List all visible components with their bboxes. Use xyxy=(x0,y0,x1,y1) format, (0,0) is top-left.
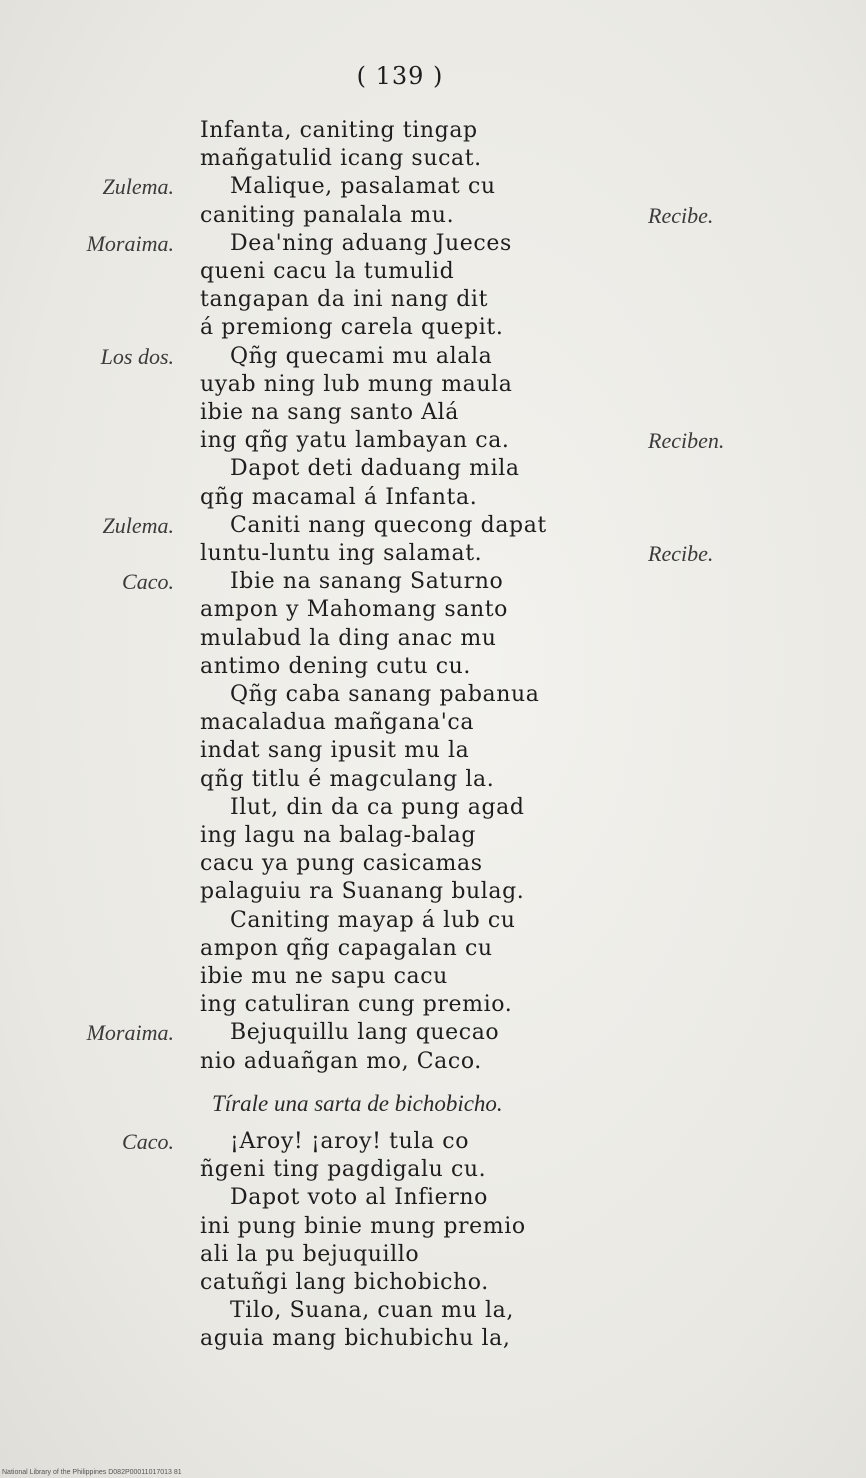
verse-line xyxy=(0,908,866,936)
verse-line xyxy=(0,767,866,795)
speaker-name: Caco. xyxy=(122,569,174,595)
verse-line xyxy=(0,710,866,738)
verse-text: á premiong carela quepit. xyxy=(200,315,504,341)
speaker-name: Moraima. xyxy=(86,1020,174,1046)
verse-text: palaguiu ra Suanang bulag. xyxy=(200,879,525,905)
verse-line xyxy=(0,1157,866,1185)
verse-text: ibie mu ne sapu cacu xyxy=(200,964,448,989)
verse-line xyxy=(0,936,866,964)
verse-line xyxy=(0,541,866,569)
verse-text: Malique, pasalamat cu xyxy=(230,174,496,200)
verse-line xyxy=(0,626,866,654)
verse-text: nio aduañgan mo, Caco. xyxy=(200,1048,482,1074)
verse-line xyxy=(0,1242,866,1270)
verse-text: Dapot deti daduang mila xyxy=(230,456,520,482)
verse-text: queni cacu la tumulid xyxy=(200,259,455,284)
verse-line xyxy=(0,1326,866,1354)
verse-text: indat sang ipusit mu la xyxy=(200,738,470,764)
verse-line xyxy=(0,372,866,400)
speaker-name: Zulema. xyxy=(102,174,174,200)
verse-text: ing lagu na balag-balag xyxy=(200,823,477,848)
verse-line xyxy=(0,1129,866,1157)
verse-text: ampon y Mahomang santo xyxy=(200,597,509,623)
verse-text: Qñg quecami mu alala xyxy=(230,343,493,369)
library-footer: National Library of the Philippines D082P00011017013 81 xyxy=(2,1469,182,1476)
verse-text: Qñg caba sanang pabanua xyxy=(230,682,540,707)
verse-line xyxy=(0,456,866,484)
verse-line xyxy=(0,287,866,315)
verse-line xyxy=(0,231,866,259)
verse-line xyxy=(0,795,866,823)
verse-line xyxy=(0,654,866,682)
verse-text: Bejuquillu lang quecao xyxy=(230,1020,500,1046)
verse-line xyxy=(0,315,866,343)
stage-note: Recibe. xyxy=(648,202,714,228)
verse-text: Dapot voto al Infierno xyxy=(230,1185,489,1211)
verse-text: ing catuliran cung premio. xyxy=(200,992,513,1018)
verse-text: ¡Aroy! ¡aroy! tula co xyxy=(230,1129,470,1154)
verse-text: ibie na sang santo Alá xyxy=(200,400,459,425)
verse-line xyxy=(0,174,866,202)
verse-text: caniting panalala mu. xyxy=(200,202,455,228)
verse-text: Dea'ning aduang Jueces xyxy=(230,230,512,256)
verse-line xyxy=(0,964,866,992)
verse-line xyxy=(0,1185,866,1213)
verse-text: Caniting mayap á lub cu xyxy=(230,907,516,933)
verse-text: cacu ya pung casicamas xyxy=(200,851,483,877)
verse-line xyxy=(0,485,866,513)
verse-line xyxy=(0,597,866,625)
verse-line xyxy=(0,569,866,597)
verse-text: Caniti nang quecong dapat xyxy=(230,512,547,538)
verse-line xyxy=(0,738,866,766)
verse-line xyxy=(0,1214,866,1242)
verse-text: ini pung binie mung premio xyxy=(200,1213,526,1239)
verse-text: aguia mang bichubichu la, xyxy=(200,1326,511,1352)
verse-text: qñg macamal á Infanta. xyxy=(200,484,478,510)
stage-note: Reciben. xyxy=(648,428,725,454)
verse-line xyxy=(0,259,866,287)
page-number: ( 139 ) xyxy=(356,62,444,90)
verse-text: mañgatulid icang sucat. xyxy=(200,146,482,172)
verse-line xyxy=(0,682,866,710)
verse-line xyxy=(0,400,866,428)
verse-text: ñgeni ting pagdigalu cu. xyxy=(200,1157,487,1183)
verse-text: luntu-luntu ing salamat. xyxy=(200,541,483,566)
speaker-name: Los dos. xyxy=(100,343,174,369)
verse-text: Infanta, caniting tingap xyxy=(200,118,478,143)
verse-text: macaladua mañgana'ca xyxy=(200,710,475,736)
verse-line xyxy=(0,879,866,907)
verse-line xyxy=(0,428,866,456)
verse-line xyxy=(0,823,866,851)
verse-text: Tilo, Suana, cuan mu la, xyxy=(230,1298,514,1324)
verse-line xyxy=(0,851,866,879)
verse-line xyxy=(0,118,866,146)
verse-line xyxy=(0,1270,866,1298)
verse-text: antimo dening cutu cu. xyxy=(200,653,471,679)
verse-text: Ibie na sanang Saturno xyxy=(230,569,504,595)
verse-line xyxy=(0,513,866,541)
verse-text: ampon qñg capagalan cu xyxy=(200,935,493,961)
stage-direction: Tírale una sarta de bichobicho. xyxy=(212,1091,503,1116)
verse-text: mulabud la ding anac mu xyxy=(200,625,497,651)
verse-line xyxy=(0,1020,866,1048)
verse-text: ali la pu bejuquillo xyxy=(200,1241,420,1267)
speaker-name: Zulema. xyxy=(102,512,174,538)
speaker-name: Moraima. xyxy=(86,230,174,256)
verse-text: catuñgi lang bichobicho. xyxy=(200,1270,489,1295)
verse-line xyxy=(0,203,866,231)
verse-line xyxy=(0,1049,866,1077)
verse-line xyxy=(0,344,866,372)
stage-note: Recibe. xyxy=(648,541,714,566)
verse-text: tangapan da ini nang dit xyxy=(200,287,489,313)
speaker-name: Caco. xyxy=(122,1129,174,1154)
verse-text: uyab ning lub mung maula xyxy=(200,371,513,397)
verse-text: Ilut, din da ca pung agad xyxy=(230,794,525,820)
verse-line xyxy=(0,1298,866,1326)
verse-line xyxy=(0,146,866,174)
verse-text: qñg titlu é magculang la. xyxy=(200,766,495,792)
verse-line xyxy=(0,992,866,1020)
verse-text: ing qñg yatu lambayan ca. xyxy=(200,428,510,454)
